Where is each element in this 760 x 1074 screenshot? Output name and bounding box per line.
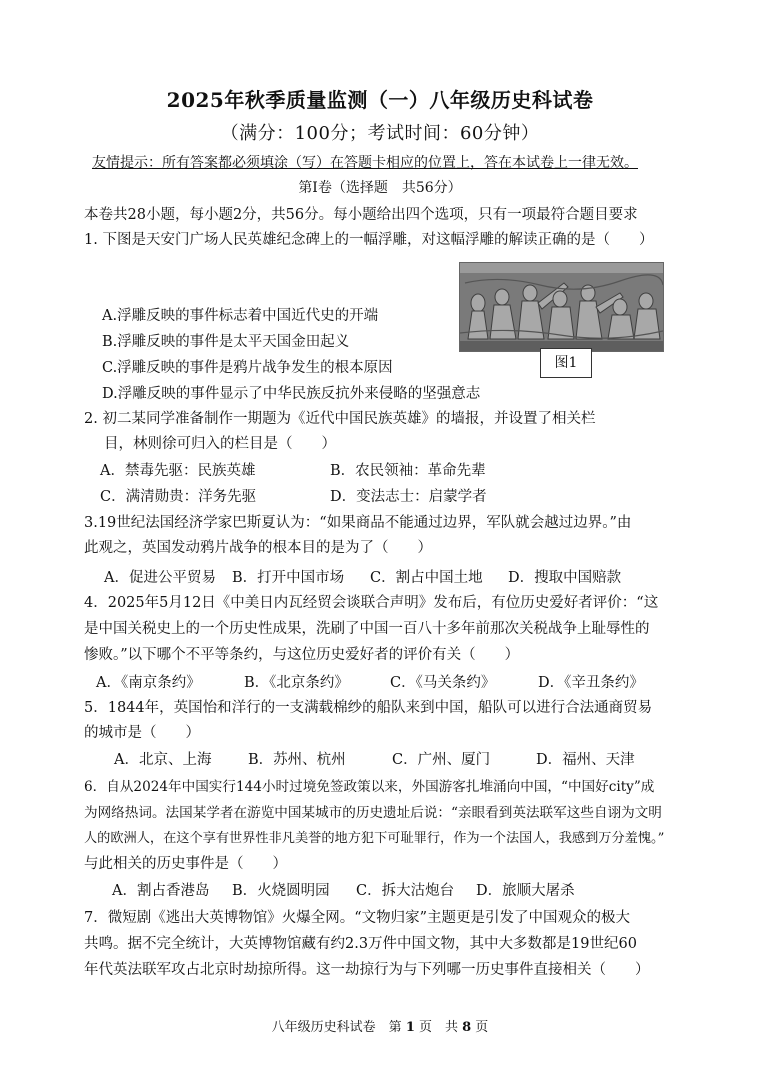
- relief-sculpture-image: [459, 262, 664, 352]
- footer-prefix: 八年级历史科试卷 第: [271, 1020, 406, 1035]
- q3-stem-line2: 此观之，英国发动鸦片战争的根本目的是为了（ ）: [84, 540, 432, 556]
- q4-option-a: A．《南京条约》: [96, 675, 201, 691]
- q1-option-d: D.浮雕反映的事件显示了中华民族反抗外来侵略的坚强意志: [102, 386, 481, 402]
- footer-total-pages: 8: [462, 1020, 472, 1035]
- q2-stem-line1: 2. 初二某同学准备制作一期题为《近代中国民族英雄》的墙报，并设置了相关栏: [84, 411, 596, 427]
- q6-option-c: C．拆大沽炮台: [356, 883, 455, 899]
- q4-option-d: D．《辛丑条约》: [538, 675, 644, 691]
- q5-option-a: A．北京、上海: [114, 752, 212, 768]
- q1-stem: 1. 下图是天安门广场人民英雄纪念碑上的一幅浮雕，对这幅浮雕的解读正确的是（ ）: [84, 232, 654, 248]
- q2-option-d: D．变法志士：启蒙学者: [330, 489, 487, 505]
- q6-stem-line2: 为网络热词。法国某学者在游览中国某城市的历史遗址后说：“亲眼看到英法联军这些自诩为文明: [84, 805, 662, 821]
- friendly-tip: 友情提示：所有答案都必须填涂（写）在答题卡相应的位置上，答在本试卷上一律无效。: [92, 155, 638, 171]
- page-footer: [0, 1016, 760, 1035]
- q4-option-c: C．《马关条约》: [390, 675, 496, 691]
- instructions: 本卷共28小题，每小题2分，共56分。每小题给出四个选项，只有一项最符合题目要求: [84, 207, 638, 223]
- q6-option-a: A．割占香港岛: [112, 883, 210, 899]
- q5-option-c: C．广州、厦门: [392, 752, 491, 768]
- figure-caption: 图1: [540, 348, 592, 378]
- q3-option-c: C．割占中国土地: [370, 570, 483, 586]
- q7-stem-line3: 年代英法联军攻占北京时劫掠所得。这一劫掠行为与下列哪一历史事件直接相关（ ）: [84, 962, 650, 978]
- q5-stem-line2: 的城市是（ ）: [84, 725, 200, 741]
- q2-option-a: A．禁毒先驱：民族英雄: [100, 463, 256, 479]
- q6-stem-line1: 6．自从2024年中国实行144小时过境免签政策以来，外国游客扎堆涌向中国，“中国好city”成: [84, 779, 655, 795]
- q1-option-a: A.浮雕反映的事件标志着中国近代史的开端: [102, 308, 379, 324]
- q3-option-d: D．搜取中国赔款: [508, 570, 622, 586]
- q4-stem-line2: 是中国关税史上的一个历史性成果，洗刷了中国一百八十多年前那次关税战争上耻辱性的: [84, 621, 650, 637]
- q1-option-b: B.浮雕反映的事件是太平天国金田起义: [102, 334, 350, 350]
- footer-middle: 页 共: [414, 1020, 463, 1035]
- q6-stem-line3: 人的欧洲人，在这个享有世界性非凡美誉的地方犯下可耻罪行，作为一个法国人，我感到万分羞愧。”: [84, 831, 665, 846]
- section-heading: 第Ⅰ卷（选择题 共56分）: [298, 180, 462, 196]
- exam-title: 2025年秋季质量监测（一）八年级历史科试卷: [166, 88, 594, 112]
- footer-suffix: 页: [471, 1020, 489, 1035]
- q6-option-d: D．旅顺大屠杀: [476, 883, 575, 899]
- q7-stem-line1: 7．微短剧《逃出大英博物馆》火爆全网。“文物归家”主题更是引发了中国观众的极大: [84, 910, 631, 926]
- exam-subtitle: （满分：100分；考试时间：60分钟）: [220, 123, 540, 144]
- q4-option-b: B．《北京条约》: [244, 675, 349, 691]
- q3-option-b: B．打开中国市场: [232, 570, 345, 586]
- q5-option-d: D．福州、天津: [536, 752, 635, 768]
- q6-stem-line4: 与此相关的历史事件是（ ）: [84, 856, 287, 872]
- q4-stem-line1: 4．2025年5月12日《中美日内瓦经贸会谈联合声明》发布后，有位历史爱好者评价：“这: [84, 595, 659, 611]
- q2-option-c: C．满清勋贵：洋务先驱: [100, 489, 257, 505]
- footer-page-number: 1: [405, 1020, 415, 1035]
- q3-option-a: A．促进公平贸易: [104, 570, 216, 586]
- q7-stem-line2: 共鸣。据不完全统计，大英博物馆藏有约2.3万件中国文物，其中大多数都是19世纪60: [84, 936, 637, 952]
- q4-stem-line3: 惨败。”以下哪个不平等条约，与这位历史爱好者的评价有关（ ）: [84, 647, 520, 663]
- q2-stem-line2: 目，林则徐可归入的栏目是（ ）: [104, 436, 336, 452]
- q5-option-b: B．苏州、杭州: [248, 752, 346, 768]
- q3-stem-line1: 3.19世纪法国经济学家巴斯夏认为：“如果商品不能通过边界，军队就会越过边界。”由: [84, 515, 632, 531]
- q6-option-b: B．火烧圆明园: [232, 883, 330, 899]
- q5-stem-line1: 5．1844年，英国怡和洋行的一支满载棉纱的船队来到中国，船队可以进行合法通商贸易: [84, 700, 653, 716]
- relief-sculpture-icon: [460, 263, 663, 351]
- q1-option-c: C.浮雕反映的事件是鸦片战争发生的根本原因: [102, 360, 393, 376]
- q2-option-b: B．农民领袖：革命先辈: [330, 463, 486, 479]
